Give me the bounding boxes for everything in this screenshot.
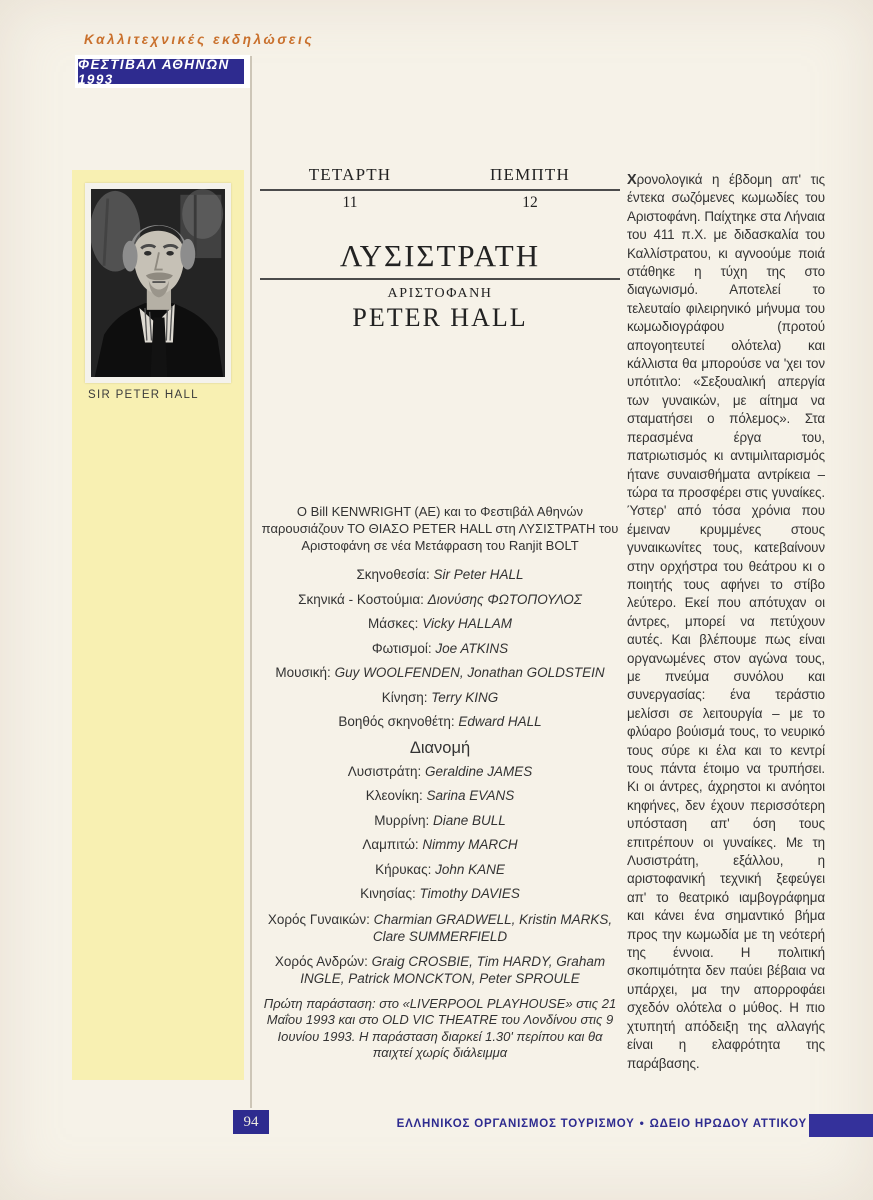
day-thursday: ΠΕΜΠΤΗ: [490, 165, 570, 184]
article-body: ρονολογικά η έβδομη απ' τις έντεκα σωζόμενες κωμωδίες του Αριστοφάνη. Παίχτηκε στα Λήναια του 411 π.Χ. με διδασκαλία του Καλλίστρατου, κι αγνοούμε ποιά στάθηκε η τύχη της στο διαγωνισμό. Αποτελεί το τελευταίο φιλειρηνικό μήνυμα του κωμωδιογράφου (προτού απογοητευτεί ολότελα) και κάλλιστα θα μπορούσε να 'χει τον υπότιτλο: «Σεξουαλική απεργία των γυναικών, με αίτημα να σταματήσει ο πόλεμος». Στα περασμένα έργα του, πατριωτισμός κι αντιμιλιταρισμός ήτανε συναισθήματα αντρίκεια – τώρα τα προσφέρει στις γυναίκες. Ύστερ' από τόσα χρόνια που έμειναν κρυμμένες στους γυναικωνίτες τους, κατεβαίνουν στην ορχήστρα του θεάτρου κι ο ποιητής τους αφήνει το στίβο λεύτερο. Εκεί που απότυχαν οι άντρες, μπορεί να πετύχουν αυτές. Και βλέπουμε πως είναι οργανωμένες στον αγώνα τους, με πνεύμα συνόλου και συνεργασίας: ένα τεράστιο μελίσσι σε λειτουργία – με το φλύαρο βούισμά τους, το νευρικό τους σύρε κι έλα και το κεντρί τους πάντα έτοιμο να τρυπήσει. Κι οι άντρες, άχρηστοι κι ανόητοι κηφήνες, δεν έχουν περισσότερη υπόσταση απ' όση τους επιτρέπουν οι γυναίκες. Με τη Λυσιστράτη, εξάλλου, η αριστοφανική τεχνική ξεφεύγει απ' το θεατρικό ιαμβογράφημα και κάνει ένα σημαντικό βήμα προς την κωμωδία με τη νεότερή της έννοια. Η πολιτική σκοπιμότητα δεν παύει βέβαια να υπάρχει, μα την απορροφάει σχεδόν ολότελα ο μύθος. Η πιο χτυπητή απόδειξη της αλλαγής είναι η ελαφρότητα της παράβασης.: [627, 172, 825, 1071]
crew-credits: [260, 567, 620, 730]
chorus-row: [260, 953, 620, 987]
production-intro: Ο Bill KENWRIGHT (ΑΕ) και το Φεστιβάλ Αθηνών παρουσιάζουν ΤΟ ΘΙΑΣΟ PETER HALL στη ΛΥΣΙΣΤΡΑΤΗ του Αριστοφάνη σε νέα Μετάφραση του Ranjit BOLT: [261, 504, 619, 553]
day-wednesday: ΤΕΤΑΡΤΗ: [308, 165, 392, 184]
actor-name: John KANE: [435, 861, 505, 877]
vertical-divider: [250, 56, 252, 1108]
role-label: Κλεονίκη:: [365, 788, 427, 803]
photo-sidebar: [72, 170, 244, 1080]
cast-row: [260, 788, 620, 804]
chorus-names: Charmian GRADWELL, Kristin MARKS, Clare SUMMERFIELD: [372, 911, 613, 944]
credit-label: Φωτισμοί:: [371, 640, 436, 656]
rule-under-title: [260, 278, 620, 280]
credit-label: Μάσκες:: [368, 616, 423, 631]
play-author: ΑΡΙΣΤΟΦΑΝΗ: [387, 286, 493, 301]
page-number: 94: [243, 1113, 259, 1130]
footer-organization: ΕΛΛΗΝΙΚΟΣ ΟΡΓΑΝΙΣΜΟΣ ΤΟΥΡΙΣΜΟΥ: [396, 1118, 635, 1130]
chorus-row: [260, 911, 620, 945]
article-column: [627, 171, 825, 1073]
footer-text: [397, 1116, 807, 1130]
actor-name: Nimmy MARCH: [422, 837, 518, 852]
credit-value: Guy WOOLFENDEN, Jonathan GOLDSTEIN: [334, 665, 605, 680]
play-title: ΛΥΣΙΣΤΡΑΤΗ: [339, 238, 541, 273]
chorus-names: Graig CROSBIE, Tim HARDY, Graham INGLE, Patrick MONCKTON, Peter SPROULE: [300, 953, 606, 986]
page-number-box: [233, 1110, 269, 1134]
photo-caption: SIR PETER HALL: [88, 389, 199, 401]
actor-name: Timothy DAVIES: [419, 886, 520, 901]
credit-value: Διονύσης ΦΩΤΟΠΟΥΛΟΣ: [427, 591, 582, 607]
festival-banner-label: ΦΕΣΤΙΒΑΛ ΑΘΗΝΩΝ 1993: [78, 56, 230, 87]
cast-row: [260, 886, 620, 902]
chorus-label: Χορός Ανδρών:: [274, 953, 372, 969]
article-lead-letter: Χ: [627, 172, 637, 188]
footer-venue: ΩΔΕΙΟ ΗΡΩΔΟΥ ΑΤΤΙΚΟΥ: [649, 1118, 807, 1130]
chorus-label: Χορός Γυναικών:: [267, 911, 374, 927]
credit-row: [260, 616, 620, 632]
credit-label: Μουσική:: [275, 665, 335, 680]
role-label: Κινησίας:: [360, 886, 420, 901]
credit-row: [260, 592, 620, 608]
credit-value: Sir Peter HALL: [433, 567, 524, 582]
cast-row: [260, 764, 620, 780]
peter-hall-portrait-image: [91, 189, 225, 377]
date-thursday: 12: [522, 194, 538, 211]
credit-row: [260, 567, 620, 583]
credit-value: Vicky HALLAM: [422, 616, 512, 631]
date-wednesday: 11: [342, 194, 358, 211]
role-label: Λυσιστράτη:: [347, 763, 425, 779]
footer-accent-bar: [809, 1114, 873, 1137]
role-label: Λαμπιτώ:: [362, 837, 423, 852]
performance-dates: [260, 191, 620, 212]
section-eyebrow: Καλλιτεχνικές εκδηλώσεις: [84, 32, 315, 47]
main-column: [260, 165, 620, 1075]
premiere-note: Πρώτη παράσταση: στο «LIVERPOOL PLAYHOUSE» στις 21 Μαΐου 1993 και στο OLD VIC THEATRE του Λονδίνου στις 9 Ιουνίου 1993. Η παράσταση διαρκεί 1.30' περίπου και θα παιχτεί χωρίς διάλειμμα: [263, 995, 617, 1060]
credit-row: [260, 714, 620, 730]
cast-heading: Διανομή: [409, 738, 471, 757]
portrait-photo: [85, 183, 231, 383]
chorus-credits: [260, 911, 620, 987]
performance-days: [260, 165, 620, 185]
director-name: PETER HALL: [352, 303, 528, 332]
credit-label: Βοηθός σκηνοθέτη:: [338, 714, 459, 729]
role-label: Μυρρίνη:: [374, 812, 433, 828]
credit-value: Terry KING: [431, 689, 499, 705]
cast-row: [260, 862, 620, 878]
credit-value: Edward HALL: [458, 714, 542, 729]
credit-value: Joe ATKINS: [435, 640, 509, 656]
actor-name: Sarina EVANS: [426, 788, 515, 803]
cast-credits: [260, 764, 620, 903]
actor-name: Geraldine JAMES: [424, 763, 533, 779]
credit-row: [260, 641, 620, 657]
actor-name: Diane BULL: [432, 812, 506, 828]
cast-row: [260, 837, 620, 853]
festival-banner: [78, 56, 244, 87]
role-label: Κήρυκας:: [375, 861, 436, 877]
credit-label: Σκηνικά - Κοστούμια:: [298, 591, 428, 607]
credit-label: Κίνηση:: [381, 689, 432, 705]
footer-bullet: •: [639, 1116, 645, 1130]
credit-row: [260, 690, 620, 706]
credit-row: [260, 665, 620, 681]
credit-label: Σκηνοθεσία:: [356, 567, 434, 582]
cast-row: [260, 813, 620, 829]
